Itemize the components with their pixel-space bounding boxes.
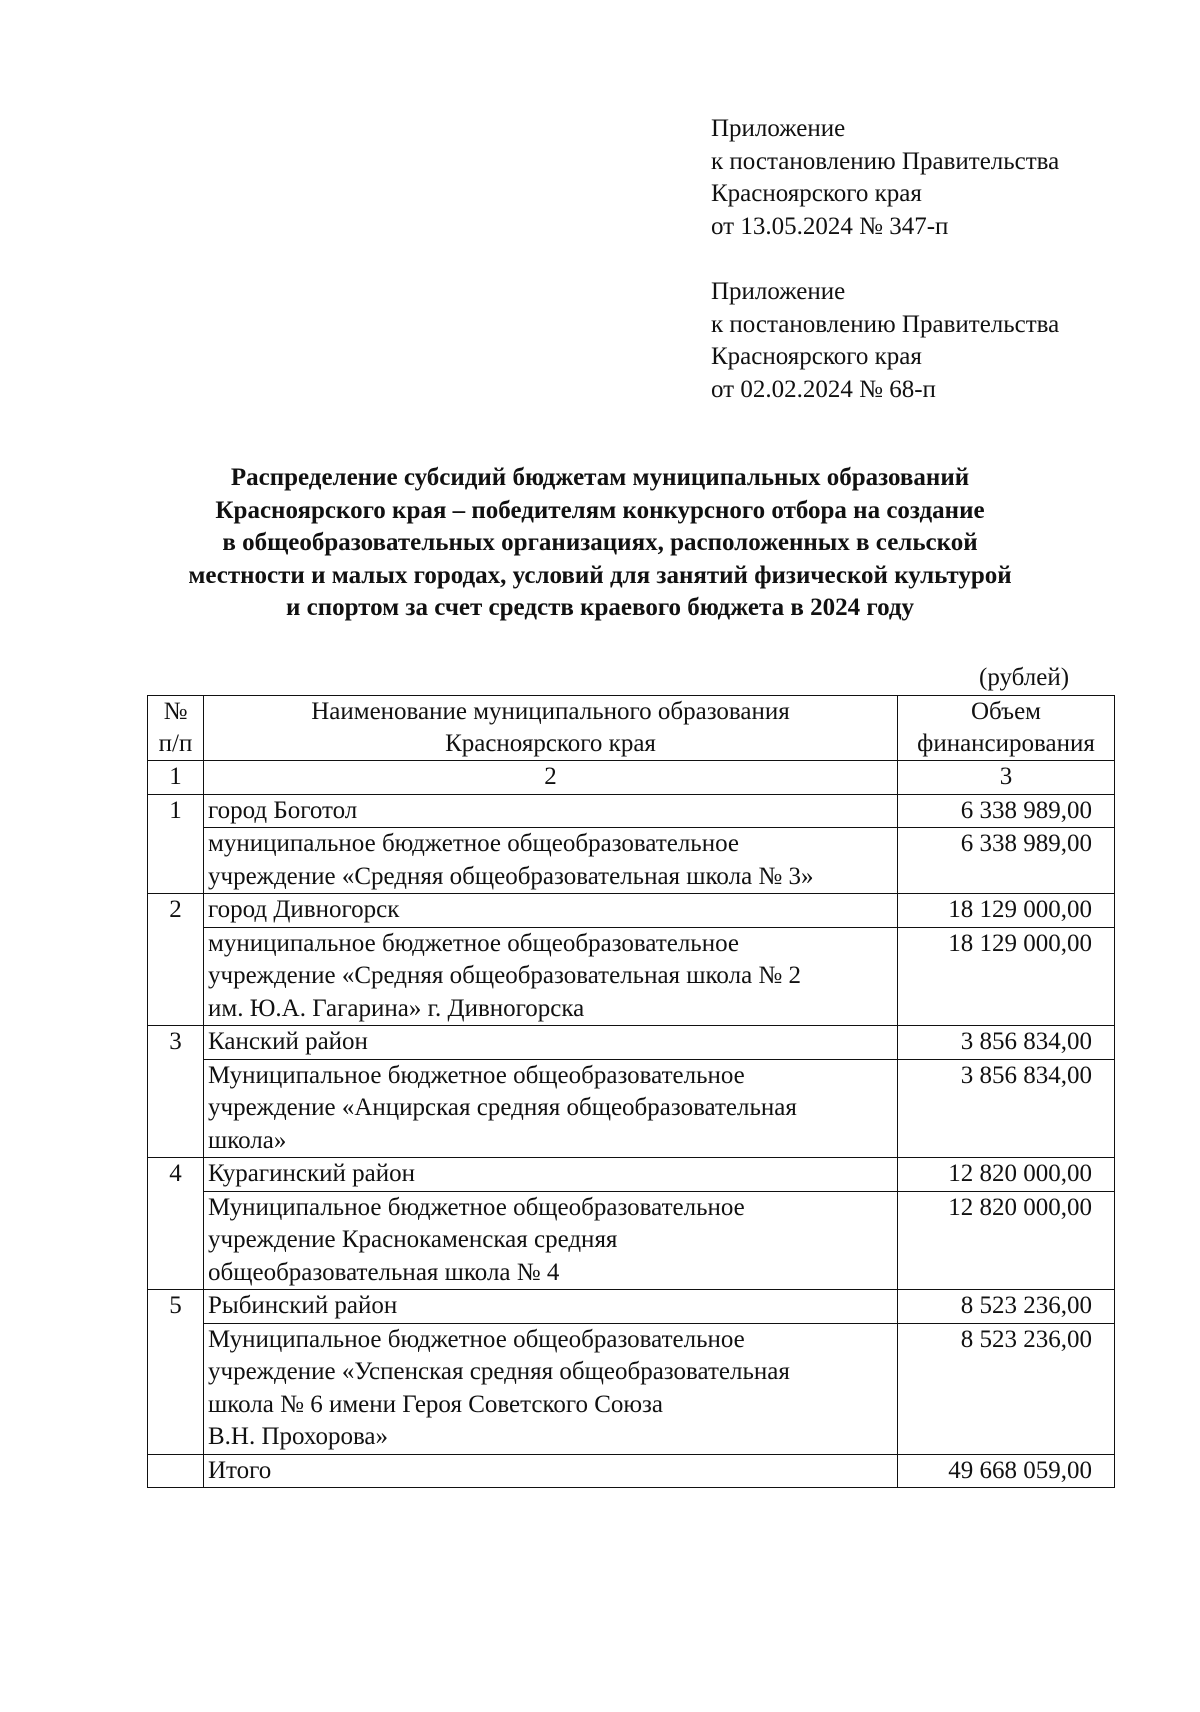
municipality-name: город Боготол — [204, 794, 898, 828]
appendix-line: Красноярского края — [711, 180, 922, 207]
appendix-line: к постановлению Правительства — [711, 147, 1060, 175]
row-number: 1 — [148, 794, 204, 894]
total-number-cell — [148, 1454, 204, 1488]
institution-row — [148, 1323, 1115, 1454]
institution-line: В.Н. Прохорова» — [208, 1423, 389, 1450]
institution-row — [148, 927, 1115, 1026]
municipality-amount: 6 338 989,00 — [898, 794, 1115, 828]
header-text: Объем — [971, 698, 1041, 725]
appendix-line: от 02.02.2024 № 68-п — [711, 375, 936, 403]
header-name-cell — [204, 696, 898, 761]
municipality-amount: 3 856 834,00 — [898, 1026, 1115, 1060]
municipality-name: Курагинский район — [204, 1158, 898, 1192]
appendix-line: Красноярского края — [711, 343, 922, 370]
institution-line: учреждение «Средняя общеобразовательная школа № 2 — [208, 962, 802, 989]
document-title — [110, 462, 1090, 625]
municipality-row — [148, 794, 1115, 828]
institution-line: учреждение «Анцирская средняя общеобразовательная — [208, 1094, 797, 1121]
row-number: 3 — [148, 1026, 204, 1158]
header-text: № — [163, 698, 188, 725]
institution-line: Муниципальное бюджетное общеобразовательное — [208, 1325, 745, 1353]
municipality-name: Рыбинский район — [204, 1290, 898, 1324]
institution-line: учреждение Краснокаменская средняя — [208, 1226, 618, 1253]
appendix-line: Приложение — [711, 115, 846, 142]
header-number-cell — [148, 696, 204, 761]
total-amount: 49 668 059,00 — [898, 1454, 1115, 1488]
appendix-line: Приложение — [711, 278, 846, 305]
institution-line: общеобразовательная школа № 4 — [208, 1258, 560, 1286]
municipality-name: город Дивногорск — [204, 894, 898, 928]
column-number: 3 — [898, 761, 1115, 795]
row-number: 2 — [148, 894, 204, 1026]
institution-row — [148, 1191, 1115, 1290]
appendix-line: к постановлению Правительства — [711, 310, 1060, 338]
institution-name — [204, 828, 898, 894]
institution-amount: 12 820 000,00 — [898, 1191, 1115, 1290]
total-row — [148, 1454, 1115, 1488]
institution-amount: 3 856 834,00 — [898, 1059, 1115, 1158]
institution-row — [148, 828, 1115, 894]
institution-row — [148, 1059, 1115, 1158]
institution-name — [204, 927, 898, 1026]
title-line: в общеобразовательных организациях, расположенных в сельской — [222, 529, 978, 556]
total-label: Итого — [204, 1454, 898, 1488]
institution-name — [204, 1323, 898, 1454]
institution-name — [204, 1059, 898, 1158]
municipality-row — [148, 1158, 1115, 1192]
institution-line: школа» — [208, 1126, 287, 1154]
appendix-original — [711, 276, 1059, 406]
institution-line: им. Ю.А. Гагарина» г. Дивногорска — [208, 994, 585, 1022]
municipality-row — [148, 1290, 1115, 1324]
institution-line: учреждение «Успенская средняя общеобразовательная — [208, 1358, 790, 1385]
title-line: Красноярского края – победителям конкурсного отбора на создание — [215, 496, 985, 524]
institution-name — [204, 1191, 898, 1290]
units-label: (рублей) — [979, 664, 1070, 691]
header-text: п/п — [158, 730, 193, 757]
appendix-line: от 13.05.2024 № 347-п — [711, 212, 949, 240]
municipality-amount: 18 129 000,00 — [898, 894, 1115, 928]
row-number: 4 — [148, 1158, 204, 1290]
institution-line: школа № 6 имени Героя Советского Союза — [208, 1390, 664, 1418]
municipality-name: Канский район — [204, 1026, 898, 1060]
institution-line: Муниципальное бюджетное общеобразовательное — [208, 1193, 745, 1221]
table-header-row — [148, 696, 1115, 761]
municipality-amount: 8 523 236,00 — [898, 1290, 1115, 1324]
institution-line: муниципальное бюджетное общеобразовательное — [208, 830, 739, 857]
institution-line: муниципальное бюджетное общеобразовательное — [208, 929, 739, 957]
column-number: 1 — [148, 761, 204, 795]
municipality-amount: 12 820 000,00 — [898, 1158, 1115, 1192]
header-text: финансирования — [917, 730, 1095, 757]
subsidy-table — [147, 695, 1115, 1488]
institution-amount: 18 129 000,00 — [898, 927, 1115, 1026]
column-number: 2 — [204, 761, 898, 795]
institution-amount: 6 338 989,00 — [898, 828, 1115, 894]
title-line: местности и малых городах, условий для занятий физической культурой — [188, 561, 1012, 589]
title-line: Распределение субсидий бюджетам муниципальных образований — [230, 464, 970, 491]
header-text: Красноярского края — [445, 730, 656, 757]
municipality-row — [148, 1026, 1115, 1060]
header-text: Наименование муниципального образования — [311, 698, 790, 725]
row-number: 5 — [148, 1290, 204, 1455]
appendix-current — [711, 113, 1059, 243]
title-line: и спортом за счет средств краевого бюджета в 2024 году — [285, 594, 915, 621]
header-amount-cell — [898, 696, 1115, 761]
institution-line: учреждение «Средняя общеобразовательная школа № 3» — [208, 862, 814, 890]
institution-amount: 8 523 236,00 — [898, 1323, 1115, 1454]
column-number-row — [148, 761, 1115, 795]
municipality-row — [148, 894, 1115, 928]
institution-line: Муниципальное бюджетное общеобразовательное — [208, 1061, 745, 1089]
